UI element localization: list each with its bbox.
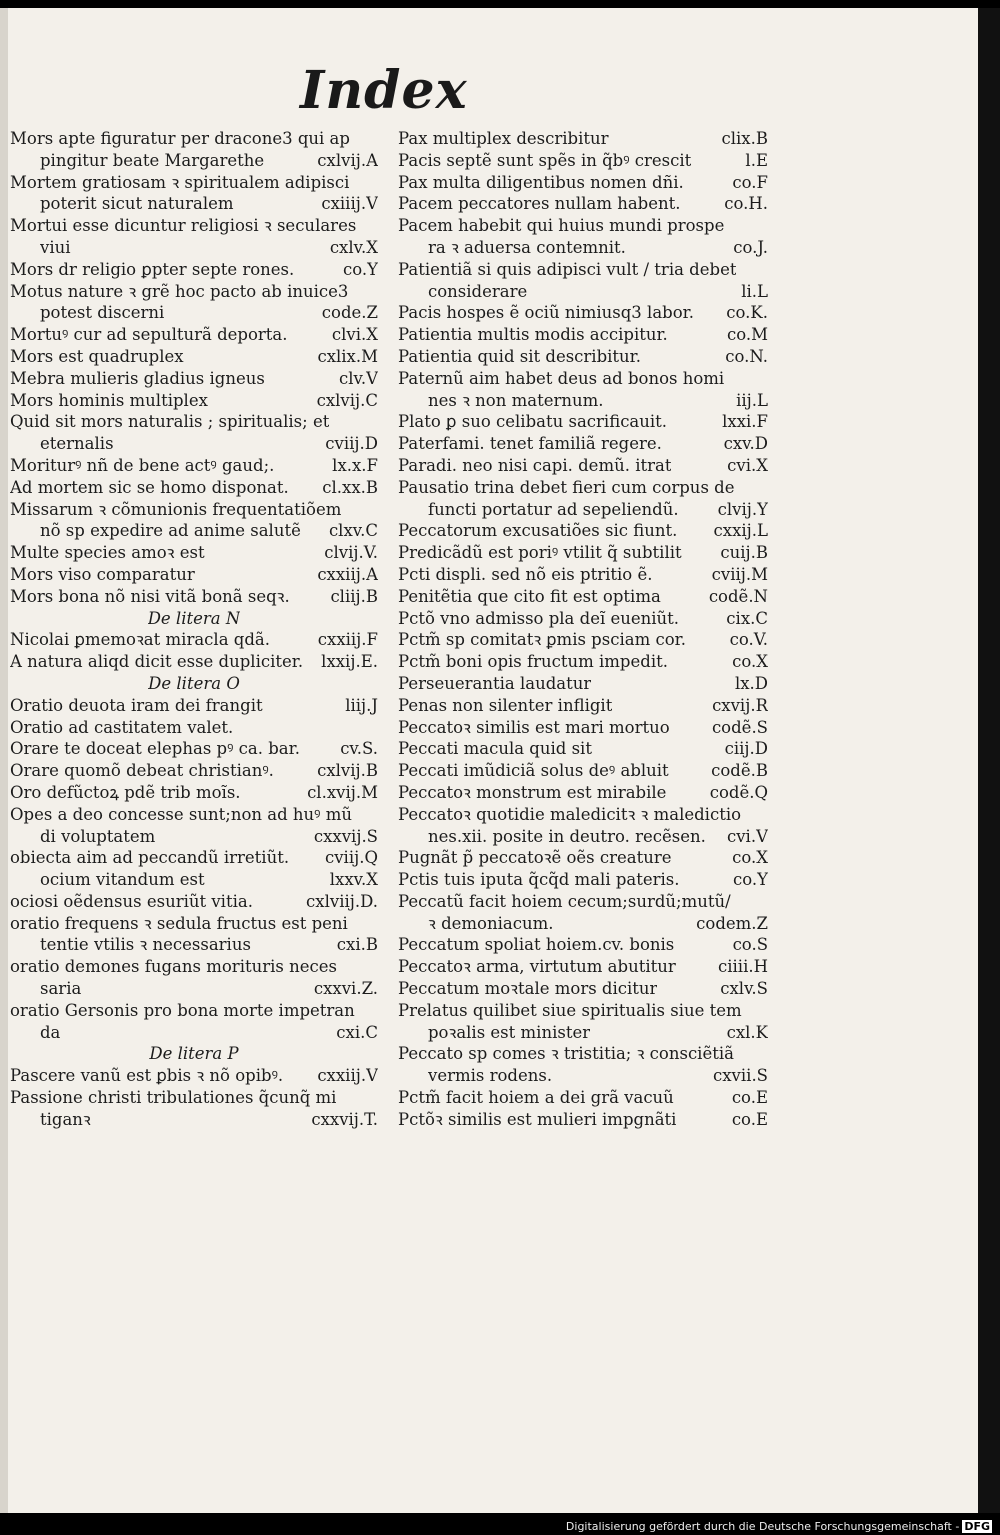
entry-text: Peccatoꝛ quotidie maledicitꝛ ꝛ maledictio	[398, 804, 742, 824]
entry-text: Patientia multis modis accipitur.	[398, 325, 668, 345]
index-entry	[10, 956, 378, 978]
index-entry	[398, 891, 768, 913]
index-entry	[10, 934, 378, 956]
entry-reference	[372, 717, 378, 739]
entry-reference: clix.B	[721, 129, 768, 148]
index-entry	[10, 128, 378, 150]
entry-text: Mortuꝰ cur ad sepulturã deporta.	[10, 325, 288, 345]
index-entry	[398, 368, 768, 390]
index-entry	[10, 1065, 378, 1087]
entry-text: potest discerni	[40, 303, 165, 323]
entry-reference: lx.D	[734, 673, 768, 693]
entry-reference: cxlix.M	[317, 346, 378, 366]
index-entry	[10, 804, 378, 826]
entry-reference: cxl.K	[726, 1022, 768, 1042]
entry-text: Pacem peccatores nullam habent.	[398, 194, 681, 214]
index-entry	[10, 520, 378, 542]
index-entry	[398, 1000, 768, 1022]
entry-reference	[372, 1087, 378, 1109]
entry-text: nes.xii. posite in deutro. recẽsen.	[428, 826, 706, 846]
entry-text: viui	[40, 237, 71, 257]
entry-reference	[372, 411, 378, 433]
entry-reference: cuij.B	[720, 543, 768, 563]
entry-reference: cxlviij.D.	[306, 891, 378, 911]
entry-reference: cxlv.X	[329, 237, 378, 257]
index-entry	[10, 738, 378, 760]
index-entry	[10, 302, 378, 324]
index-entry	[398, 215, 768, 237]
entry-text: Passione christi tribulationes q̃cunq̃ mi	[10, 1088, 337, 1108]
index-entry	[10, 477, 378, 499]
index-entry	[10, 586, 378, 608]
entry-text: Peccatorum excusatiões sic fiunt.	[398, 521, 678, 541]
entry-reference	[762, 891, 768, 913]
entry-text: ra ꝛ aduersa contemnit.	[428, 237, 626, 257]
index-entry	[398, 520, 768, 542]
entry-reference: cv.S.	[340, 739, 378, 759]
entry-text: Pugnãt p̃ peccatoꝛẽ oẽs creature	[398, 848, 672, 868]
index-entry	[398, 695, 768, 717]
entry-reference	[762, 1000, 768, 1022]
entry-text: oratio frequens ꝛ sedula fructus est peni	[10, 913, 348, 933]
index-entry	[398, 1022, 768, 1044]
index-entry	[10, 455, 378, 477]
entry-text: Orare te doceat elephas pꝰ ca. bar.	[10, 739, 300, 759]
page-title: Index	[300, 60, 468, 121]
entry-text: Pausatio trina debet fieri cum corpus de	[398, 477, 735, 497]
index-entry	[398, 738, 768, 760]
index-entry	[398, 128, 768, 150]
entry-text: Mortem gratiosam ꝛ spiritualem adipisci	[10, 172, 350, 192]
entry-reference: cliij.B	[330, 586, 378, 606]
index-entry	[398, 956, 768, 978]
entry-reference: cviij.Q	[324, 848, 378, 868]
index-entry	[398, 259, 768, 281]
index-entry	[10, 172, 378, 194]
entry-text: poterit sicut naturalem	[40, 194, 234, 214]
entry-text: Motus nature ꝛ grẽ hoc pacto ab inuice3	[10, 281, 349, 301]
entry-text: Opes a deo concesse sunt;non ad huꝰ mũ	[10, 804, 352, 824]
entry-reference: cxxvi.Z.	[313, 979, 378, 999]
entry-reference: co.S	[732, 935, 768, 955]
entry-reference: co.V.	[729, 630, 768, 650]
entry-text: Peccati macula quid sit	[398, 739, 592, 759]
entry-reference: lxxij.E.	[321, 652, 378, 672]
entry-reference: codẽ.Q	[709, 782, 768, 802]
index-entry	[10, 564, 378, 586]
entry-text: Paradi. neo nisi capi. demũ. itrat	[398, 455, 672, 475]
entry-reference	[372, 804, 378, 826]
index-entry	[10, 346, 378, 368]
entry-reference	[762, 368, 768, 390]
entry-text: nõ sp expedire ad anime salutẽ	[40, 521, 301, 541]
entry-text: Pax multiplex describitur	[398, 129, 609, 148]
entry-text: Pcti displi. sed nõ eis ptritio ẽ.	[398, 564, 653, 584]
entry-text: Pctõ vno admisso pla deĩ eueniũt.	[398, 608, 680, 628]
footer-text: Digitalisierung gefördert durch die Deutsche Forschungsgemeinschaft -	[565, 1520, 960, 1533]
index-entry	[10, 1022, 378, 1044]
entry-text: Ad mortem sic se homo disponat.	[10, 477, 289, 497]
entry-text: Peccatoꝛ monstrum est mirabile	[398, 782, 667, 802]
index-entry	[10, 193, 378, 215]
index-entry	[10, 717, 378, 739]
index-entry	[398, 1109, 768, 1131]
index-entry	[398, 826, 768, 848]
section-heading	[10, 608, 378, 630]
index-entry	[398, 629, 768, 651]
entry-reference: cxlv.S	[720, 979, 768, 999]
entry-reference	[372, 1000, 378, 1022]
entry-reference: cxi.B	[336, 935, 378, 955]
entry-text: Peccatoꝛ arma, virtutum abutitur	[398, 957, 676, 977]
entry-text: Mors dr religio ꝑpter septe rones.	[10, 259, 295, 279]
index-entry	[10, 259, 378, 281]
index-entry	[10, 1000, 378, 1022]
entry-text: Multe species amoꝛ est	[10, 543, 205, 563]
entry-reference: clvij.Y	[717, 499, 768, 519]
entry-reference: cxvij.R	[712, 695, 768, 715]
index-entry	[10, 695, 378, 717]
index-entry	[10, 760, 378, 782]
entry-reference	[372, 215, 378, 237]
index-entry	[10, 913, 378, 935]
entry-text: Pacis hospes ẽ ociũ nimiusq3 labor.	[398, 303, 694, 323]
entry-text: Pacis septẽ sunt spẽs in q̃bꝰ crescit	[398, 150, 692, 170]
entry-reference: clvi.X	[331, 325, 378, 345]
entry-text: Pctm̃ boni opis fructum impedit.	[398, 652, 668, 672]
entry-text: De litera O	[148, 673, 240, 693]
index-entry	[398, 346, 768, 368]
entry-reference	[762, 477, 768, 499]
entry-text: Penitẽtia que cito fit est optima	[398, 586, 661, 606]
index-entry	[10, 390, 378, 412]
entry-text: Penas non silenter infligit	[398, 695, 613, 715]
entry-reference: codẽ.S	[711, 717, 768, 737]
index-entry	[10, 368, 378, 390]
index-entry	[398, 717, 768, 739]
entry-reference	[762, 215, 768, 237]
entry-reference	[372, 913, 378, 935]
entry-reference: cxxvij.S	[313, 826, 378, 846]
entry-reference: cix.C	[726, 608, 768, 628]
entry-reference: cvi.X	[727, 455, 768, 475]
entry-text: Peccati imũdiciã solus deꝰ abluit	[398, 761, 669, 781]
index-entry	[398, 586, 768, 608]
entry-reference	[372, 956, 378, 978]
index-entry	[398, 608, 768, 630]
index-entry	[10, 629, 378, 651]
index-entry	[398, 847, 768, 869]
entry-text: Patientiã si quis adipisci vult / tria debet	[398, 259, 737, 279]
index-entry	[10, 324, 378, 346]
entry-text: Plato ꝑ suo celibatu sacrificauit.	[398, 412, 668, 432]
entry-text: A natura aliqd dicit esse dupliciter.	[10, 652, 304, 672]
entry-reference: clxv.C	[328, 521, 378, 541]
index-entry	[398, 433, 768, 455]
entry-text: Peccatũ facit hoiem cecum;surdũ;mutũ/	[398, 891, 731, 911]
index-entry	[398, 934, 768, 956]
entry-reference: co.M	[726, 325, 768, 345]
entry-text: Pacem habebit qui huius mundi prospe	[398, 216, 725, 236]
entry-text: Mors apte figuratur per dracone3 qui ap	[10, 129, 350, 148]
index-entry	[398, 237, 768, 259]
entry-text: pingitur beate Margarethe	[40, 150, 265, 170]
entry-reference: li.L	[741, 281, 768, 301]
entry-reference: cl.xx.B	[322, 477, 378, 497]
index-entry	[398, 651, 768, 673]
entry-text: Mortui esse dicuntur religiosi ꝛ seculares	[10, 216, 357, 236]
entry-text: ocium vitandum est	[40, 870, 205, 890]
entry-reference: cxv.D	[723, 434, 768, 454]
entry-text: Oro defũctoꝝ pdẽ trib moĩs.	[10, 782, 241, 802]
entry-text: Pctm̃ sp comitatꝛ ꝑmis psciam cor.	[398, 630, 686, 650]
index-entry	[10, 1109, 378, 1131]
entry-reference	[372, 281, 378, 303]
entry-text: tiganꝛ	[40, 1109, 91, 1129]
entry-reference: cvi.V	[726, 826, 768, 846]
entry-text: Pax multa diligentibus nomen dñi.	[398, 172, 684, 192]
entry-text: Paternũ aim habet deus ad bonos homi	[398, 368, 725, 388]
entry-reference: cxi.C	[336, 1022, 378, 1042]
section-heading	[10, 673, 378, 695]
page-edge	[978, 8, 1000, 1513]
entry-text: Moriturꝰ nñ de bene actꝰ gaud;.	[10, 455, 275, 475]
index-entry	[398, 869, 768, 891]
entry-text: poꝛalis est minister	[428, 1022, 591, 1042]
entry-reference: co.E	[731, 1088, 768, 1108]
entry-reference: cl.xvij.M	[307, 782, 378, 802]
index-entry	[10, 1087, 378, 1109]
entry-text: Missarum ꝛ cõmunionis frequentatiõem	[10, 499, 342, 519]
entry-reference: lxxv.X	[329, 870, 378, 890]
entry-reference: cxvii.S	[713, 1066, 768, 1086]
entry-text: Orare quomõ debeat christianꝰ.	[10, 761, 274, 781]
index-entry	[10, 150, 378, 172]
entry-reference: co.Y	[732, 870, 768, 890]
entry-text: Pctõꝛ similis est mulieri impgnãti	[398, 1109, 677, 1129]
entry-text: Quid sit mors naturalis ; spiritualis; et	[10, 412, 330, 432]
entry-text: Patientia quid sit describitur.	[398, 346, 641, 366]
entry-reference: co.J.	[733, 237, 768, 257]
entry-text: Paterfami. tenet familiã regere.	[398, 434, 662, 454]
entry-text: Mors viso comparatur	[10, 564, 195, 584]
entry-text: nes ꝛ non maternum.	[428, 390, 604, 410]
entry-text: vermis rodens.	[428, 1066, 553, 1086]
entry-reference: codẽ.N	[708, 586, 768, 606]
entry-reference: clv.V	[338, 368, 378, 388]
index-entry	[10, 411, 378, 433]
index-entry	[10, 651, 378, 673]
entry-reference: ciij.D	[724, 739, 768, 759]
page-gutter	[0, 8, 8, 1513]
index-entry	[398, 1065, 768, 1087]
index-entry	[10, 542, 378, 564]
index-entry	[398, 1087, 768, 1109]
entry-reference	[372, 128, 378, 150]
entry-text: Pctm̃ facit hoiem a dei grã vacuũ	[398, 1088, 674, 1108]
entry-reference: clvij.V.	[324, 543, 378, 563]
entry-reference: iij.L	[736, 390, 768, 410]
entry-text: Oratio deuota iram dei frangit	[10, 695, 263, 715]
entry-reference: co.F	[732, 172, 768, 192]
index-entry	[398, 542, 768, 564]
entry-reference: cxlvij.C	[316, 390, 378, 410]
index-entry	[398, 324, 768, 346]
entry-text: ꝛ demoniacum.	[428, 913, 554, 933]
index-entry	[398, 782, 768, 804]
index-entry	[398, 1043, 768, 1065]
entry-text: Pctis tuis iputa q̃cq̃d mali pateris.	[398, 870, 680, 890]
section-heading	[10, 1043, 378, 1065]
entry-text: Mors est quadruplex	[10, 346, 184, 366]
entry-reference	[372, 499, 378, 521]
entry-reference: co.X	[732, 848, 768, 868]
index-entry	[398, 804, 768, 826]
index-entry	[398, 150, 768, 172]
left-index-column	[10, 128, 378, 1131]
entry-reference	[762, 804, 768, 826]
entry-text: oratio Gersonis pro bona morte impetran	[10, 1000, 355, 1020]
entry-text: tentie vtilis ꝛ necessarius	[40, 935, 251, 955]
index-entry	[10, 978, 378, 1000]
entry-text: Nicolai ꝑmemoꝛat miracla qdã.	[10, 630, 270, 650]
index-entry	[398, 302, 768, 324]
dfg-logo: DFG	[964, 1520, 990, 1533]
entry-text: Peccatoꝛ similis est mari mortuo	[398, 717, 670, 737]
entry-text: Peccatum moꝛtale mors dicitur	[398, 979, 658, 999]
index-entry	[398, 564, 768, 586]
index-entry	[10, 215, 378, 237]
entry-reference: codem.Z	[696, 913, 768, 933]
index-entry	[398, 281, 768, 303]
entry-reference: cviij.M	[711, 564, 768, 584]
entry-reference	[762, 1043, 768, 1065]
entry-reference: cxiiij.V	[321, 194, 378, 214]
entry-reference	[762, 259, 768, 281]
index-entry	[398, 978, 768, 1000]
entry-reference: co.H.	[724, 194, 768, 214]
entry-text: da	[40, 1022, 61, 1042]
entry-text: eternalis	[40, 434, 114, 454]
index-entry	[398, 760, 768, 782]
entry-reference: lx.x.F	[332, 455, 378, 475]
entry-reference: code.Z	[321, 303, 378, 323]
index-entry	[398, 913, 768, 935]
index-entry	[398, 499, 768, 521]
entry-reference: codẽ.B	[711, 761, 768, 781]
index-entry	[398, 477, 768, 499]
index-entry	[10, 281, 378, 303]
entry-reference: l.E	[745, 150, 768, 170]
entry-reference: cxxiij.F	[317, 630, 378, 650]
entry-text: Peccato sp comes ꝛ tristitia; ꝛ consciẽtiã	[398, 1044, 734, 1064]
entry-reference: cxxij.L	[713, 521, 768, 541]
entry-reference: co.E	[731, 1109, 768, 1129]
entry-text: Perseuerantia laudatur	[398, 673, 592, 693]
entry-text: Mors hominis multiplex	[10, 390, 208, 410]
entry-text: saria	[40, 979, 82, 999]
entry-reference: cviij.D	[325, 434, 378, 454]
entry-reference: co.K.	[726, 303, 768, 323]
index-entry	[10, 869, 378, 891]
index-entry	[398, 455, 768, 477]
index-entry	[10, 847, 378, 869]
entry-reference: liij.J	[345, 695, 378, 715]
entry-reference: co.X	[732, 652, 768, 672]
entry-text: di voluptatem	[40, 826, 156, 846]
index-entry	[398, 411, 768, 433]
entry-text: Oratio ad castitatem valet.	[10, 717, 234, 737]
footer-credit	[566, 1520, 992, 1533]
entry-reference: cxlvij.B	[317, 761, 378, 781]
entry-reference: co.Y	[342, 259, 378, 279]
entry-text: considerare	[428, 281, 528, 301]
entry-reference: lxxi.F	[722, 412, 768, 432]
entry-reference: ciiii.H	[718, 957, 768, 977]
entry-reference: cxxvij.T.	[311, 1109, 378, 1129]
entry-text: De litera P	[149, 1044, 239, 1064]
index-entry	[398, 673, 768, 695]
entry-reference: cxxiij.A	[317, 564, 378, 584]
entry-text: Peccatum spoliat hoiem.cv. bonis	[398, 935, 675, 955]
index-entry	[10, 891, 378, 913]
right-index-column	[398, 128, 768, 1131]
entry-reference: cxlvij.A	[317, 150, 378, 170]
entry-text: Mors bona nõ nisi vitã bonã seqꝛ.	[10, 586, 290, 606]
entry-text: oratio demones fugans morituris neces	[10, 957, 337, 977]
index-entry	[10, 782, 378, 804]
entry-text: functi portatur ad sepeliendũ.	[428, 499, 679, 519]
index-entry	[10, 433, 378, 455]
entry-reference: cxxiij.V	[317, 1066, 378, 1086]
entry-text: De litera N	[147, 608, 241, 628]
index-entry	[10, 237, 378, 259]
entry-text: Mebra mulieris gladius igneus	[10, 368, 265, 388]
index-entry	[10, 499, 378, 521]
entry-reference: co.N.	[725, 346, 768, 366]
index-entry	[398, 172, 768, 194]
index-entry	[398, 390, 768, 412]
entry-text: obiecta aim ad peccandũ irretiũt.	[10, 848, 290, 868]
entry-text: Pascere vanũ est ꝑbis ꝛ nõ opibꝰ.	[10, 1066, 284, 1086]
index-entry	[398, 193, 768, 215]
index-entry	[10, 826, 378, 848]
entry-text: Prelatus quilibet siue spiritualis siue tem	[398, 1000, 742, 1020]
entry-text: ociosi oẽdensus esuriũt vitia.	[10, 891, 253, 911]
entry-reference	[372, 172, 378, 194]
entry-text: Predicãdũ est poriꝰ vtilit q̃ subtilit	[398, 543, 682, 563]
